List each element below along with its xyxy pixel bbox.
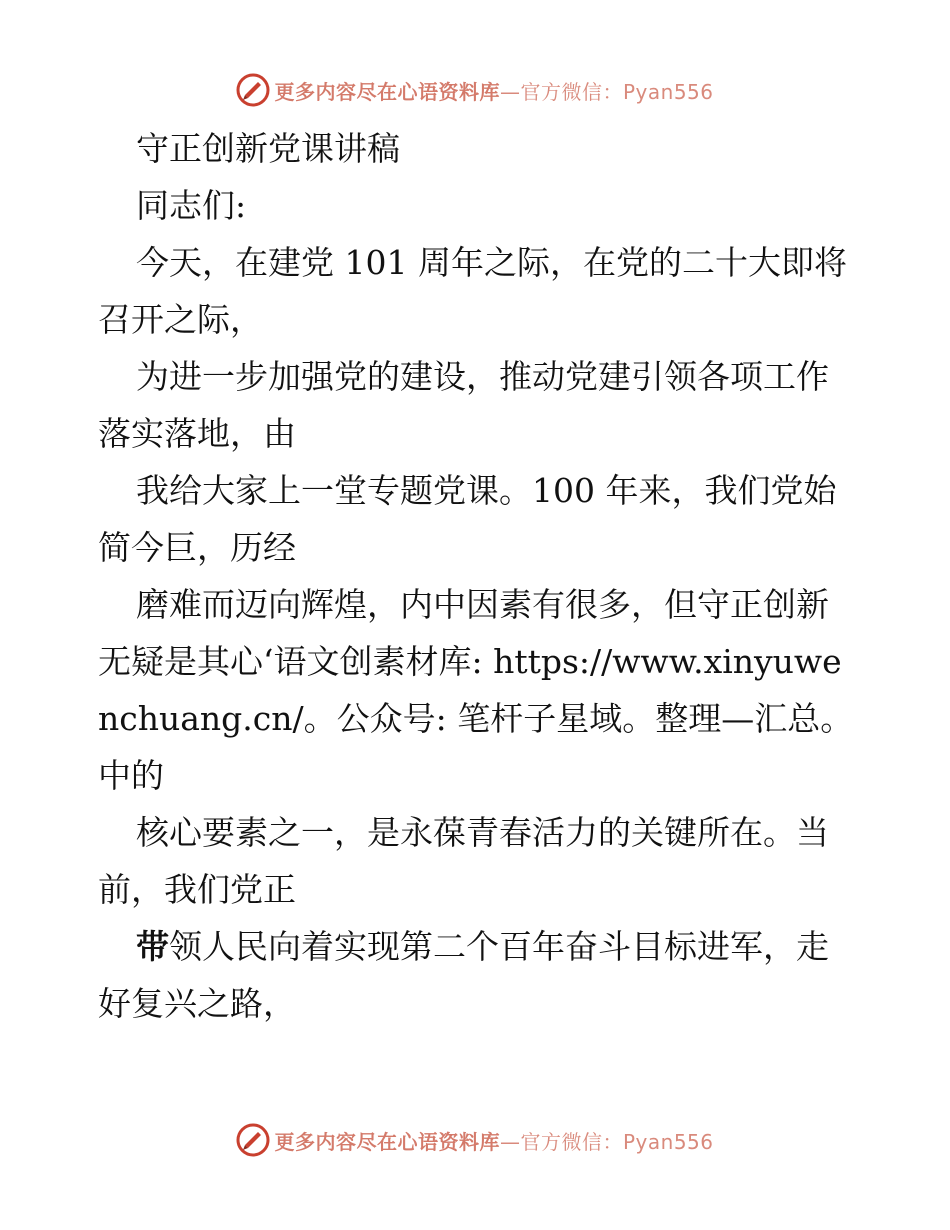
paragraph-1: 今天，在建党 101 周年之际，在党的二十大即将召开之际， bbox=[98, 243, 847, 339]
paragraph-5: 核心要素之一，是永葆青春活力的关键所在。当前，我们党正 bbox=[98, 813, 829, 909]
document-body bbox=[98, 120, 858, 1032]
watermark-brand: 更多内容尽在心语资料库 bbox=[274, 79, 500, 104]
paragraph-6-text: 领人民向着实现第二个百年奋斗目标进军，走好复兴之路， bbox=[98, 927, 829, 1023]
brand-logo-icon bbox=[236, 73, 270, 107]
paragraph-6 bbox=[98, 918, 858, 1032]
paragraph-4: 磨难而迈向辉煌，内中因素有很多，但守正创新无疑是其心‘语文创素材库: https://www.xinyuwenchuang.cn/。公众号: 笔杆子星域。整理—汇总。中的 bbox=[98, 585, 854, 795]
document-title: 守正创新党课讲稿 bbox=[136, 129, 400, 168]
paragraph-3: 我给大家上一堂专题党课。100 年来，我们党始简今巨，历经 bbox=[98, 471, 837, 567]
brand-logo-icon bbox=[236, 1123, 270, 1157]
watermark-text bbox=[274, 76, 713, 105]
watermark-text bbox=[274, 1126, 713, 1155]
watermark-brand: 更多内容尽在心语资料库 bbox=[274, 1129, 500, 1154]
watermark-dash: — bbox=[499, 1129, 521, 1154]
watermark-dash: — bbox=[499, 79, 521, 104]
greeting: 同志们: bbox=[136, 186, 247, 225]
watermark-wechat-label: 官方微信： bbox=[520, 79, 623, 104]
footer-watermark bbox=[0, 1120, 950, 1160]
watermark-wechat-id: Pyan556 bbox=[622, 79, 714, 104]
watermark-wechat-id: Pyan556 bbox=[622, 1129, 714, 1154]
watermark-wechat-label: 官方微信： bbox=[520, 1129, 623, 1154]
paragraph-6-first-char: 带 bbox=[136, 927, 169, 966]
header-watermark bbox=[0, 70, 950, 110]
paragraph-2: 为进一步加强党的建设，推动党建引领各项工作落实落地，由 bbox=[98, 357, 829, 453]
